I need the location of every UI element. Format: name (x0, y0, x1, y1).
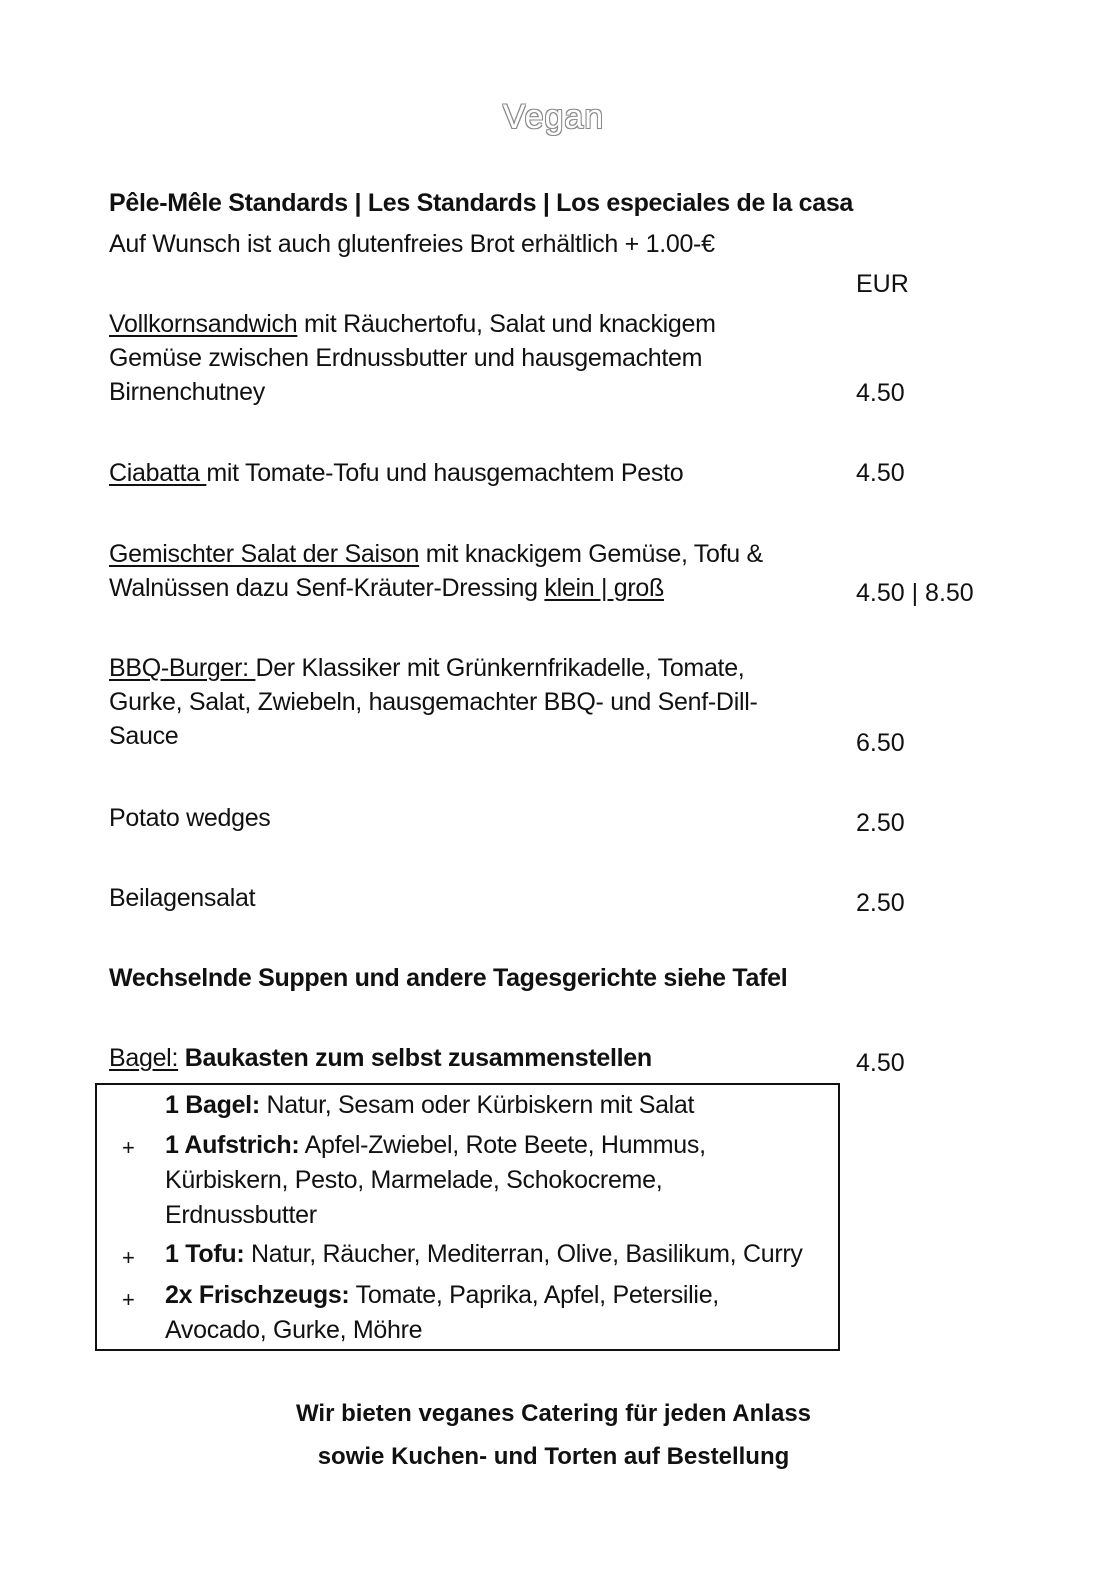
item-desc: Gurke, Salat, Zwiebeln, hausgemachter BBQ- und Senf-Dill- (109, 688, 758, 716)
item-desc: Birnenchutney (109, 378, 265, 406)
component-options: Tomate, Paprika, Apfel, Petersilie, (349, 1281, 719, 1309)
cake-order-note: sowie Kuchen- und Torten auf Bestellung (317, 1443, 790, 1470)
item-desc: Gemüse zwischen Erdnussbutter und hausgemachtem (109, 344, 703, 372)
item-desc: mit Räuchertofu, Salat und knackigem (297, 310, 716, 338)
soups-note: Wechselnde Suppen und andere Tagesgerichte siehe Tafel (109, 964, 788, 992)
bagel-price: 4.50 (856, 1049, 905, 1077)
item-price: 2.50 (856, 809, 905, 837)
menu-item (109, 881, 829, 915)
menu-item (109, 537, 829, 605)
menu-item (109, 307, 829, 409)
item-name: Potato wedges (109, 804, 271, 832)
bagel-component (165, 1128, 835, 1233)
item-price: 4.50 (856, 379, 905, 407)
item-desc: mit Tomate-Tofu und hausgemachtem Pesto (206, 459, 684, 487)
item-name: Beilagensalat (109, 884, 256, 912)
bagel-heading (109, 1041, 652, 1075)
component-label: 2x Frischzeugs: (165, 1281, 350, 1309)
item-name: Vollkornsandwich (109, 310, 298, 338)
component-options: Natur, Sesam oder Kürbiskern mit Salat (259, 1091, 695, 1119)
bagel-component (165, 1278, 835, 1348)
menu-item (109, 801, 829, 835)
item-name: BBQ-Burger: (109, 654, 256, 682)
item-desc: Sauce (109, 722, 179, 750)
size-label: klein | groß (544, 574, 665, 602)
gluten-free-note: Auf Wunsch ist auch glutenfreies Brot erhältlich + 1.00-€ (109, 230, 715, 258)
component-options: Avocado, Gurke, Möhre (165, 1316, 423, 1344)
item-name: Gemischter Salat der Saison (109, 540, 420, 568)
currency-label: EUR (856, 270, 909, 298)
item-price: 2.50 (856, 889, 905, 917)
item-desc: mit knackigem Gemüse, Tofu & (419, 540, 763, 568)
component-options: Erdnussbutter (165, 1201, 317, 1229)
item-name: Ciabatta (109, 459, 207, 487)
bagel-component (165, 1088, 835, 1123)
section-heading: Pêle-Mêle Standards | Les Standards | Los especiales de la casa (109, 189, 854, 217)
item-desc: Der Klassiker mit Grünkernfrikadelle, Tomate, (255, 654, 745, 682)
menu-item (109, 456, 829, 490)
item-price: 4.50 | 8.50 (856, 579, 974, 607)
page-title: Vegan (502, 98, 605, 136)
component-label: 1 Tofu: (165, 1240, 245, 1268)
component-options: Apfel-Zwiebel, Rote Beete, Hummus, (299, 1131, 706, 1159)
component-options: Kürbiskern, Pesto, Marmelade, Schokocreme, (165, 1166, 663, 1194)
item-desc: Walnüssen dazu Senf-Kräuter-Dressing (109, 574, 545, 602)
plus-icon: + (122, 1287, 135, 1312)
component-options: Natur, Räucher, Mediterran, Olive, Basilikum, Curry (244, 1240, 803, 1268)
item-price: 6.50 (856, 729, 905, 757)
bagel-desc: Baukasten zum selbst zusammenstellen (178, 1044, 652, 1072)
catering-note: Wir bieten veganes Catering für jeden Anlass (295, 1400, 812, 1427)
component-label: 1 Aufstrich: (165, 1131, 300, 1159)
item-price: 4.50 (856, 459, 905, 487)
plus-icon: + (122, 1135, 135, 1160)
component-label: 1 Bagel: (165, 1091, 260, 1119)
plus-icon: + (122, 1245, 135, 1270)
bagel-name: Bagel: (109, 1044, 179, 1072)
bagel-component (165, 1237, 835, 1272)
menu-item (109, 651, 829, 753)
